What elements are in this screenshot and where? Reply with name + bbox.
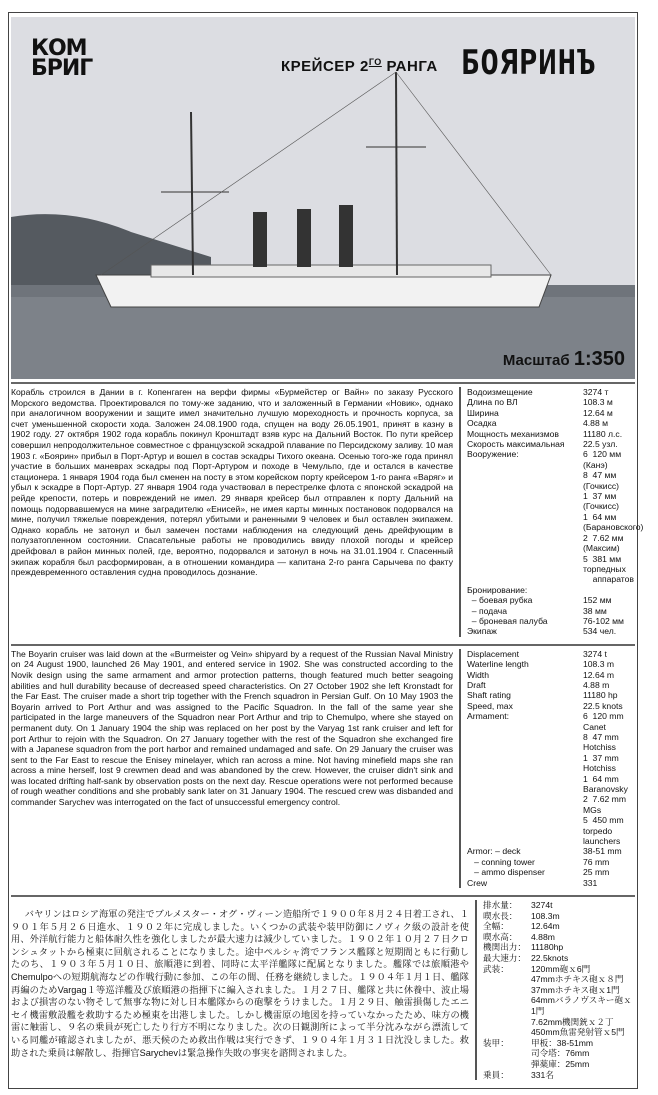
spec-row — [467, 491, 635, 512]
spec-row — [467, 439, 635, 449]
spec-row — [467, 429, 635, 439]
spec-value: 450mm魚雷発射管ｘ5門 — [531, 1027, 625, 1038]
spec-row — [467, 616, 635, 626]
spec-value: 1 37 мм (Гочкисс) — [583, 491, 620, 512]
spec-value: 76 mm — [583, 856, 610, 867]
spec-row — [483, 974, 635, 985]
spec-row — [467, 711, 635, 732]
spec-value: 1 64 мм (Барановского) — [583, 511, 644, 533]
spec-label — [467, 774, 583, 795]
spec-value: 6 120 mm Canet — [583, 711, 626, 732]
spec-value: 331名 — [531, 1069, 554, 1080]
spec-value: 11180hp — [531, 942, 564, 953]
spec-row — [467, 680, 635, 690]
russian-history-text: Корабль строился в Дании в г. Копенгаген на верфи фирмы «Бурмейстер ог Вайн» по заказу Русского Морского ведомства. Проектировался по тому-же заданию, что и заложенный в Германии «Новик», однако при аналогичном вооружении и защите имел значительно лучшую мореходность и прочность корпуса, за счет уменьшенной скорости хода. Заложен 24.08.1900 года, спущен на воду 26.05.1901, принят в казну в 1902 году. 27 октября 1902 года корабль покинул Кронштадт взяв курс на Дальний Восток. По пути крейсер совершил непродолжительное совместное с французской эскадрой плавание по Персидскому заливу. 10 мая 1903 г. «Боярин» прибыл в Порт-Артур и вошел в состав эскадры Тихого океана. Осенью того-же года принял участие в больших маневрах эскадры под Порт-Артуром и походе в Чемульпо, где и остался в качестве стационера. 1 января 1904 года был сменен на посту в этом корейском порту крейсером 1-го ранга «Варяг» и убыл к эскадре в Порт-Артур. 27 января 1904 года участвовал в перестрелке флота с японской эскадрой на рейде крепости, потерь и повреждений не имел. 29 января крейсер был отправлен к порту Дальний на помощь подорвавшемуся на мине заградителю «Енисей», не имея карты минных постановок подорвался на мине, получил тяжелые повреждения, потерял убитыми и раненными 9 человек и был оставлен экипажем. Однако корабль не затонул и был замечен постами наблюдения на следующий день дрейфующим в полузатопленном состоянии. Спасательные работы не проводились ввиду плохой погоды и крейсер дрейфовал в район минных полей, где, вероятно, подорвался и затонул в ночь на 31.01.1904 г. Спасенный экипаж корабля был расформирован, а в отношении командира — капитана 2-го ранга Сарычева по факту преждевременного оставления судна проводилось дознание. — [11, 387, 453, 578]
spec-value: 331 — [583, 877, 598, 888]
spec-label — [467, 533, 583, 554]
spec-row — [467, 846, 635, 856]
spec-value: 8 47 mm Hotchiss — [583, 732, 622, 753]
spec-value: 7.62mm機関銃ｘ２丁 — [531, 1016, 614, 1027]
spec-label: 排水量： — [483, 900, 518, 911]
spec-row — [467, 397, 635, 407]
spec-row — [467, 815, 635, 846]
spec-row — [467, 794, 635, 815]
spec-value: 534 чел. — [583, 626, 617, 637]
spec-label: – броневая палуба — [467, 615, 548, 626]
spec-value: 22.5 knots — [583, 700, 623, 711]
spec-row — [467, 659, 635, 669]
spec-value: 5 381 мм торпедных — [583, 553, 626, 574]
spec-label: 乗員： — [483, 1069, 509, 1080]
spec-row — [483, 964, 635, 975]
spec-value: 64mmバラノヴスキー砲ｘ1門 — [531, 995, 632, 1017]
spec-value: 3274t — [531, 900, 553, 911]
spec-row — [467, 470, 635, 491]
spec-label: 全幅： — [483, 921, 509, 932]
spec-row — [467, 585, 635, 595]
english-specs-table — [459, 649, 635, 888]
spec-label — [483, 985, 531, 996]
spec-row — [467, 418, 635, 428]
spec-row — [483, 1027, 635, 1038]
spec-label — [467, 512, 583, 533]
spec-label: Экипаж — [467, 626, 497, 637]
spec-row — [483, 985, 635, 996]
spec-row — [483, 900, 635, 911]
spec-label — [467, 794, 583, 815]
spec-value: 38 мм — [583, 605, 607, 616]
spec-label: Водоизмещение — [467, 387, 533, 397]
japanese-history-text: バヤリンはロシア海軍の発注でブルメスター・オグ・ヴィーン造船所で１９００年８月２４日着工され、１９０１年５月２６日進水、１９０２年に完成しました。いくつかの武装や装甲防御にノヴィク級の設計を使用、外洋航行能力と船体耐久性を強化しましたが最大速力は減少していました。１９０２年１０月２７日クロンシュタットから極東に回航されることになりました。途中ペルシャ湾でフランス艦隊と短期間ともに行動したのち、１９０３年５月１０日、旅順港に到着、同時に太平洋艦隊に配属となりました。艦隊では旅順港やChemulpoへの短期航海などの作戦行動に参加、この年の間、任務を継続しました。１９０４年１月１日、艦隊再編のためVargag１等巡洋艦及び旅順港の指揮下に編入されました。１月２７日、艦隊と共に休養中、波止場および損害のない物そして無事な物に対し日本艦隊からの砲撃をうけました。１月２９日、触雷損傷したエニセイ機雷敷設艦を救助するため極東を出港しました。しかし機雷原の地図を持っていなかったため、味方の機雷に触雷し、９名の乗員が死亡したり行方不明になりました。次の日観測所によって半分沈みながら漂流している同艦が確認されましたが、悪天候のため救出作戦は実行できず、１９０４年１月３１日沈没しました。救助された乗員は解散し、指揮官Sarychevは緊急操作失敗の事実を諮問されました。 — [11, 909, 469, 1058]
ship-photo-banner — [11, 17, 635, 379]
ship-name-title: БОЯРИНЪ — [461, 43, 597, 83]
spec-row — [467, 511, 644, 533]
spec-label — [483, 1027, 531, 1038]
english-history-text: The Boyarin cruiser was laid down at the «Burmeister og Vein» shipyard by a request of the Russian Naval Ministry on 24 August 1900, launched 26 May 1901, and entered service in 1902. She was constructed according to the Novik design using the same armament and armor protection patterns, though featured much better seagoing abilities and hull durability because of decreased speed characteristics. On 27 October 1902 she left Kronstadt for the Far East. The cruiser made a short trip together with the French squadron in Persian Gulf. On 10 May 1903 the Boyarin arrived to Port Arthur and was assigned to the Pacific Squadron. In the fall of the same year she participated in the large maneuvers of the Squadron near Port Arthur and trip to Chemulpo, where she stayed on permanent duty. On 1 January 1904 the ship was replaced on her post by the Varyag 1st rank cruiser and left for port Arthur to rejoin with the Squadron. On 27 January together with the rest of the Squadron she exchanged fire with a Japanese squadron from the port harbor and remained undamaged and safe. On 29 January the cruiser was sent to the Far East to rescue the Enisey minelayer, which ran across a mine. Not having minefield maps she ran across a mine herself, lost 9 crewmen dead and was abandoned by the crew. However, the cruiser didn't sink and was located drifting half-sank by observation posts on the next day. Rescue operations were not performed because of rough weather conditions and she probably sank later on 31 January 1904. The rescued crew was disbanded and commander Sarychev was interrogated on the fact of unsuccessful emergency control. — [11, 648, 453, 808]
spec-row — [483, 953, 635, 964]
spec-label — [467, 491, 583, 512]
spec-label — [483, 1017, 531, 1028]
spec-value: 2 7.62 мм (Максим) — [583, 532, 626, 554]
spec-label: Speed, max — [467, 700, 513, 711]
spec-label: 喫水高： — [483, 931, 518, 942]
spec-row — [483, 1017, 635, 1028]
spec-value: 37mmホチキス砲ｘ1門 — [531, 984, 620, 995]
spec-row — [467, 690, 635, 700]
spec-label — [483, 974, 531, 985]
spec-label: – подача — [467, 605, 508, 616]
spec-value: 6 120 мм (Канэ) — [583, 449, 624, 470]
spec-label: – conning tower — [467, 856, 535, 867]
spec-value: 47mmホチキス砲ｘ８門 — [531, 974, 624, 985]
spec-label: 最大速力： — [483, 953, 526, 964]
spec-row — [467, 732, 635, 753]
spec-row — [483, 921, 635, 932]
spec-value: 108.3 m — [583, 659, 615, 670]
spec-row — [483, 932, 635, 943]
spec-label: Осадка — [467, 418, 497, 429]
spec-row — [467, 574, 635, 584]
spec-value: 11180 л.с. — [583, 428, 623, 439]
spec-row — [483, 911, 635, 922]
spec-value: 弾薬庫：25mm — [531, 1059, 590, 1069]
spec-value: 1 64 mm Baranovsky — [583, 773, 628, 795]
spec-label: Armor: – deck — [467, 846, 521, 857]
spec-label: Waterline length — [467, 659, 529, 670]
spec-value: аппаратов — [583, 574, 634, 585]
spec-row — [483, 942, 635, 953]
spec-row — [467, 867, 635, 877]
spec-value: 108.3m — [531, 910, 560, 921]
spec-label: Armament: — [467, 711, 510, 722]
spec-row — [483, 1059, 635, 1070]
spec-label — [467, 753, 583, 774]
spec-value: 22.5knots — [531, 953, 569, 964]
spec-value: 108.3 м — [583, 397, 613, 408]
spec-label: Crew — [467, 877, 488, 888]
russian-section — [11, 382, 644, 641]
spec-value: 8 47 мм (Гочкисс) — [583, 470, 620, 491]
spec-label: 喫水長： — [483, 910, 518, 921]
spec-value: 4.88 m — [583, 679, 610, 690]
spec-value: 4.88m — [531, 931, 555, 942]
spec-value: 25 mm — [583, 867, 610, 878]
spec-row — [467, 387, 635, 397]
spec-row — [467, 408, 635, 418]
spec-row — [483, 995, 635, 1016]
spec-row — [467, 670, 635, 680]
spec-row — [467, 554, 635, 575]
spec-label — [467, 815, 583, 846]
spec-value: 11180 hp — [583, 690, 618, 701]
spec-value: 22.5 узл. — [583, 439, 618, 450]
spec-label: Shaft rating — [467, 690, 511, 701]
japanese-section — [11, 895, 635, 1084]
spec-label: – ammo dispenser — [467, 867, 545, 878]
spec-row — [467, 626, 635, 636]
english-section — [11, 644, 635, 892]
spec-row — [467, 878, 635, 888]
russian-specs-table — [459, 387, 644, 637]
spec-row — [483, 1070, 635, 1081]
spec-label: Мощность механизмов — [467, 428, 559, 439]
spec-row — [467, 533, 635, 554]
spec-value: 12.64m — [531, 921, 560, 932]
spec-label — [467, 554, 583, 575]
spec-value: 1 37 mm Hotchiss — [583, 752, 622, 774]
spec-value — [583, 585, 635, 595]
spec-row — [467, 595, 635, 605]
spec-label: Displacement — [467, 648, 520, 659]
scale-label: Масштаб 1:350 — [502, 348, 625, 370]
spec-value: 甲板：38-51mm — [531, 1037, 594, 1048]
spec-value: 76-102 мм — [583, 615, 624, 626]
spec-row — [483, 1038, 635, 1049]
spec-label: Draft — [467, 679, 486, 690]
spec-label: Вооружение: — [467, 449, 519, 460]
spec-label: Скорость максимальная — [467, 439, 565, 450]
spec-value: 12.64 м — [583, 407, 613, 418]
spec-label — [483, 1059, 531, 1070]
kombrig-logo: КОМ БРИГ — [31, 36, 93, 81]
spec-row — [467, 857, 635, 867]
page — [8, 12, 644, 1089]
spec-label — [483, 1048, 531, 1059]
spec-value: 12.64 m — [583, 669, 615, 680]
spec-value: 38-51 mm — [583, 846, 622, 857]
spec-label: 武装： — [483, 963, 509, 974]
spec-value: 司令塔：76mm — [531, 1048, 590, 1059]
spec-label — [467, 732, 583, 753]
spec-row — [467, 606, 635, 616]
spec-row — [467, 753, 635, 774]
spec-row — [467, 649, 635, 659]
spec-row — [467, 449, 635, 470]
spec-row — [467, 774, 635, 795]
spec-label — [467, 470, 583, 491]
spec-row — [483, 1048, 635, 1059]
spec-label — [467, 574, 583, 584]
spec-value: 120mm砲ｘ6門 — [531, 963, 591, 974]
spec-value: 152 мм — [583, 595, 612, 606]
spec-label: 機関出力： — [483, 942, 526, 953]
japanese-specs-table — [475, 900, 635, 1080]
spec-row — [467, 701, 635, 711]
spec-label: Width — [467, 669, 489, 680]
spec-label: Длина по ВЛ — [467, 397, 518, 408]
spec-value: 2 7.62 mm MGs — [583, 794, 629, 815]
spec-label: – боевая рубка — [467, 595, 533, 606]
spec-label — [483, 995, 531, 1016]
spec-value: 4.88 м — [583, 418, 609, 429]
ship-class-subtitle: КРЕЙСЕР $2^{ГО}$ РАНГА — [281, 57, 438, 75]
spec-label: Бронирование: — [467, 584, 528, 595]
spec-value: 5 450 mm torpedo launchers — [583, 815, 626, 847]
spec-value: 3274 т — [583, 387, 609, 397]
spec-label: Ширина — [467, 407, 499, 418]
spec-value: 3274 t — [583, 648, 607, 659]
spec-label: 装甲： — [483, 1037, 509, 1048]
